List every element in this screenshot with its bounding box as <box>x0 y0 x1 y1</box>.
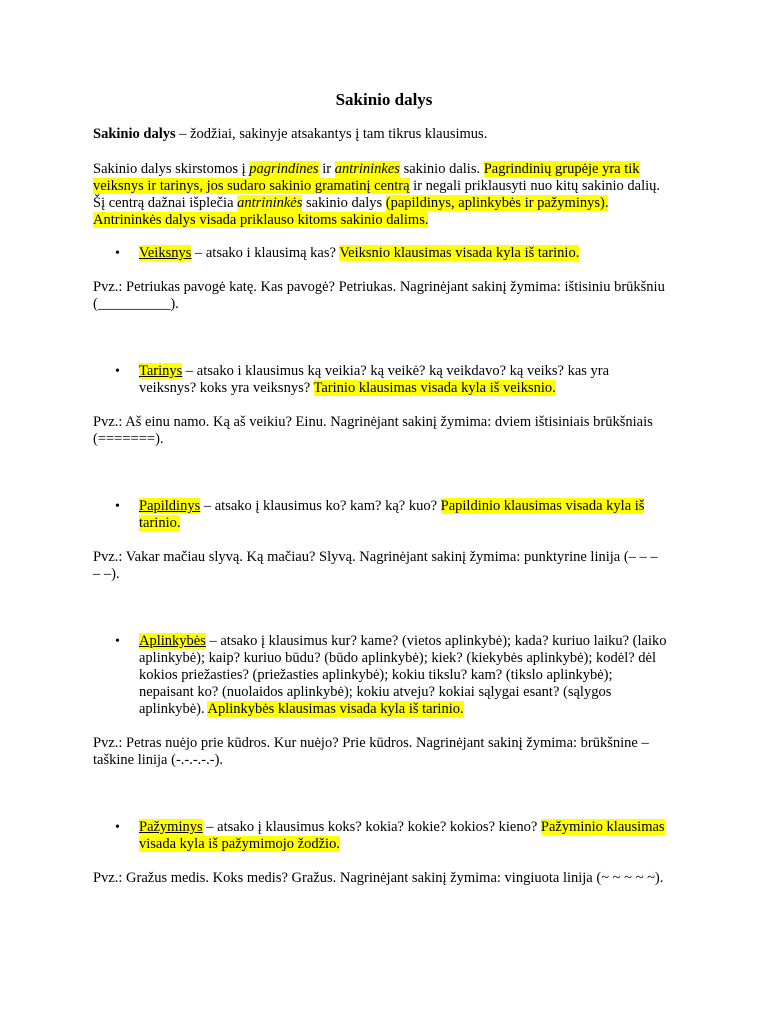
item-term: Aplinkybės <box>139 633 206 649</box>
item-text: – atsako i klausimą kas? <box>191 245 340 261</box>
item-highlight: Papildinio klausimas visada kyla iš tarinio. <box>139 498 645 531</box>
page-title: Sakinio dalys <box>335 90 433 109</box>
intro-term-main: pagrindines <box>249 161 319 177</box>
intro-highlight-1: Pagrindinių grupėje yra tik veiksnys ir tarinys, jos sudaro sakinio gramatinį centrą <box>93 161 640 194</box>
intro-text-4: sakinio dalys <box>302 195 386 211</box>
intro-highlight-term: antrininkės <box>237 195 303 211</box>
list-item-veiksnys <box>139 245 669 262</box>
intro-text-1: Sakinio dalys skirstomos į <box>93 161 250 177</box>
intro-text-and: ir <box>318 161 335 177</box>
item-highlight: Tarinio klausimas visada kyla iš veiksnio. <box>313 380 556 396</box>
list-item-tarinys <box>139 363 669 397</box>
definition-text: – žodžiai, sakinyje atsakantys į tam tikrus klausimus. <box>175 126 488 142</box>
list-item-aplinkybes <box>139 633 669 718</box>
bullet-icon: • <box>115 634 120 649</box>
definition-paragraph <box>93 126 668 143</box>
intro-text-2: sakinio dalis. <box>399 161 484 177</box>
intro-term-secondary: antrininkes <box>334 161 400 177</box>
intro-highlight-3: (papildinys, aplinkybės ir pažyminys). Antrininkės dalys visada priklauso kitoms sakinio dalims. <box>93 195 609 228</box>
bullet-icon: • <box>115 820 120 835</box>
item-text: – atsako į klausimus koks? kokia? kokie? kokios? kieno? <box>202 819 541 835</box>
bullet-icon: • <box>115 364 120 379</box>
list-item-pazyminys <box>139 819 669 853</box>
item-text: – atsako į klausimus kur? kame? (vietos aplinkybė); kada? kuriuo laiku? (laiko aplinkybė); kaip? kuriuo būdu? (būdo aplinkybė); kiek? (kiekybės aplinkybė); kodėl? dėl kokios priežasties? (priežasties aplinkybė); kokiu tikslu? kam? (tikslo aplinkybė); nepaisant ko? (nuolaidos aplinkybė); kokiu atveju? kokiai sąlygai esant? (sąlygos aplinkybė). <box>139 633 667 717</box>
example-paragraph: Pvz.: Gražus medis. Koks medis? Gražus. Nagrinėjant sakinį žymima: vingiuota linija (~ ~ ~ ~ ~). <box>93 870 664 886</box>
bullet-icon: • <box>115 246 120 261</box>
item-text: – atsako i klausimus ką veikia? ką veikė? ką veikdavo? ką veiks? kas yra veiksnys? koks yra veiksnys? <box>139 363 610 396</box>
item-term: Veiksnys <box>139 245 192 261</box>
example-paragraph: Pvz.: Petriukas pavogė katę. Kas pavogė? Petriukas. Nagrinėjant sakinį žymima: ištisiniu brūkšniu (__________). <box>93 279 665 312</box>
item-term: Tarinys <box>139 363 183 379</box>
item-text: – atsako į klausimus ko? kam? ką? kuo? <box>200 498 441 514</box>
example-paragraph: Pvz.: Petras nuėjo prie kūdros. Kur nuėjo? Prie kūdros. Nagrinėjant sakinį žymima: brūkšnine – taškine linija (-.-.-.-.-). <box>93 735 649 768</box>
item-highlight: Aplinkybės klausimas visada kyla iš tarinio. <box>207 701 464 717</box>
intro-text-3: ir negali priklausyti nuo kitų sakinio dalių. Šį centrą dažnai išplečia <box>93 178 661 211</box>
list-item-papildinys <box>139 498 669 532</box>
example-paragraph: Pvz.: Aš einu namo. Ką aš veikiu? Einu. Nagrinėjant sakinį žymima: dviem ištisiniais brūkšniais (=======). <box>93 414 653 447</box>
example-paragraph: Pvz.: Vakar mačiau slyvą. Ką mačiau? Slyvą. Nagrinėjant sakinį žymima: punktyrine linija (– – – – –). <box>93 549 658 582</box>
item-term: Pažyminys <box>139 819 203 835</box>
bullet-icon: • <box>115 499 120 514</box>
item-term: Papildinys <box>139 498 201 514</box>
item-highlight: Pažyminio klausimas visada kyla iš pažymimojo žodžio. <box>139 819 665 852</box>
item-highlight: Veiksnio klausimas visada kyla iš tarinio. <box>339 245 580 261</box>
intro-paragraph <box>93 161 668 229</box>
definition-term: Sakinio dalys <box>93 126 176 142</box>
